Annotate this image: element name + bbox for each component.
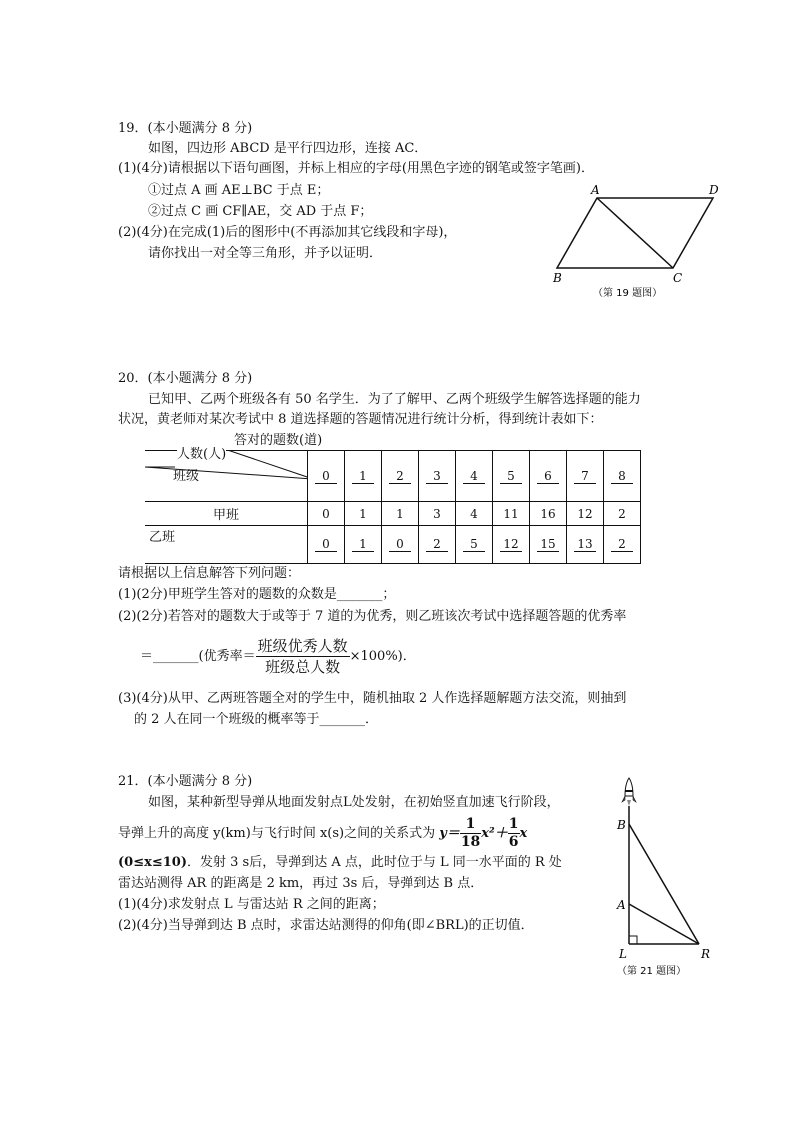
f2-den: 6 (508, 834, 519, 850)
stats-table (145, 447, 641, 564)
q20-prompt: 请根据以上信息解答下列问题： (118, 566, 301, 581)
col-header-5-text: 5 (500, 469, 522, 484)
formula-frac-2 (508, 816, 520, 851)
f1-den: 18 (460, 834, 481, 850)
point-a-label: A (591, 183, 600, 197)
q21-line2-formula (118, 816, 527, 851)
q20-p1-line (118, 586, 395, 604)
jia-cell-8: 2 (604, 502, 641, 526)
table-row-yi (145, 526, 641, 564)
frac-numerator: 班级优秀人数 (257, 637, 348, 655)
f1-num: 1 (460, 816, 481, 834)
q19-part1: (1)(4分)请根据以下语句画图，并标上相应的字母(用黑色字迹的钢笔或签字笔画)． (118, 161, 594, 176)
q21-line3: ．发射 3 s后，导弹到达 A 点，此时位于与 L 同一水平面的 R 处 (186, 855, 562, 870)
col-header-2 (382, 451, 419, 502)
q19-part2b: 请你找出一对全等三角形，并予以证明． (148, 246, 383, 261)
q20-heading: 20．(本小题满分 8 分) (118, 371, 253, 386)
col-header-4 (456, 451, 493, 502)
f1-tail: x²＋ (481, 826, 508, 841)
yi-cell-2 (382, 526, 419, 564)
jia-cell-5: 11 (493, 502, 530, 526)
q21-line4: 雷达站测得 AR 的距离是 2 km，再过 3s 后，导弹到达 B 点． (118, 876, 484, 891)
yi-cell-6 (530, 526, 567, 564)
diagonal-ac (597, 198, 673, 268)
yi-cell-5-text: 12 (500, 537, 522, 552)
col-header-8-text: 8 (611, 469, 633, 484)
line-ar (629, 904, 699, 944)
table-corner-mid: 人数(人) (177, 443, 226, 462)
q21-line2: 导弹上升的高度 y(km)与飞行时间 x(s)之间的关系式为 (118, 826, 436, 841)
row-label-jia: 甲班 (145, 502, 308, 526)
q20-p2-blank: _______ (153, 649, 199, 664)
yi-cell-1 (345, 526, 382, 564)
yi-cell-3-text: 2 (426, 537, 448, 552)
formula-frac-1 (460, 816, 481, 851)
jia-cell-6: 16 (530, 502, 567, 526)
right-angle-mark (629, 936, 637, 944)
jia-cell-7: 12 (567, 502, 604, 526)
col-header-5 (493, 451, 530, 502)
q20-p3b-line (134, 711, 378, 729)
col-header-6-text: 6 (537, 469, 559, 484)
q20-p2-paren: (优秀率＝ (198, 649, 256, 664)
q20-p1-blank: _______ (336, 587, 383, 602)
q20-p1: (1)(2分)甲班学生答对的题数的众数是 (118, 587, 337, 602)
q20-p2-eq: ＝ (140, 649, 154, 664)
table-row-jia (145, 502, 641, 526)
col-header-1-text: 1 (352, 469, 374, 484)
q19-figure-caption: （第 19 题图） (593, 288, 663, 299)
col-header-2-text: 2 (389, 469, 411, 484)
q19-step1: ①过点 A 画 AE⊥BC 于点 E； (148, 183, 330, 198)
jia-cell-0: 0 (308, 502, 345, 526)
yi-cell-8 (604, 526, 641, 564)
point-d-label: D (709, 183, 719, 197)
q20-p3a: (3)(4分)从甲、乙两班答题全对的学生中，随机抽取 2 人作选择题解题方法交流，则抽到 (118, 691, 627, 706)
yi-cell-3 (419, 526, 456, 564)
jia-cell-2: 1 (382, 502, 419, 526)
f2-num: 1 (508, 816, 519, 832)
col-header-7-text: 7 (574, 469, 596, 484)
yi-cell-4 (456, 526, 493, 564)
yi-cell-0-text: 0 (315, 537, 337, 552)
q20-p3b: 的 2 人在同一个班级的概率等于 (134, 712, 320, 727)
yi-cell-7 (567, 526, 604, 564)
q21-figure-caption: （第 21 题图） (617, 966, 687, 977)
yi-cell-4-text: 5 (463, 537, 485, 552)
q20-p3-blank: _______ (319, 712, 366, 727)
q19-step2: ②过点 C 画 CF∥AE，交 AD 于点 F； (148, 204, 373, 219)
col-header-3 (419, 451, 456, 502)
q21-missile-figure (605, 772, 725, 982)
yi-cell-8-text: 2 (611, 537, 633, 552)
q19-intro: 如图，四边形 ABCD 是平行四边形，连接 AC． (148, 141, 428, 156)
col-header-4-text: 4 (463, 469, 485, 484)
point-b-label-21: B (617, 818, 626, 832)
yi-cell-5 (493, 526, 530, 564)
q21-heading: 21．(本小题满分 8 分) (118, 774, 253, 789)
col-header-6 (530, 451, 567, 502)
q21-line1: 如图，某种新型导弹从地面发射点L处发射，在初始竖直加速飞行阶段， (148, 795, 560, 810)
table-corner-left: 班级 (173, 469, 200, 484)
row-label-yi-text: 乙班 (149, 530, 176, 545)
yi-cell-2-text: 0 (389, 537, 411, 552)
f2-tail: x (519, 826, 528, 841)
yi-cell-0 (308, 526, 345, 564)
q21-part2: (2)(4分)当导弹到达 B 点时，求雷达站测得的仰角(即∠BRL)的正切值． (118, 918, 534, 933)
yi-cell-7-text: 13 (574, 537, 596, 552)
jia-cell-3: 3 (419, 502, 456, 526)
q20-p1-end: ； (382, 587, 396, 602)
point-l-label-21: L (619, 947, 627, 961)
jia-cell-1: 1 (345, 502, 382, 526)
q19-part2a: (2)(4分)在完成(1)后的图形中(不再添加其它线段和字母)， (118, 225, 457, 240)
rocket-icon (622, 778, 636, 806)
point-c-label: C (673, 271, 683, 285)
yi-cell-1-text: 1 (352, 537, 374, 552)
col-header-8 (604, 451, 641, 502)
point-b-label: B (553, 271, 562, 285)
q20-p2: (2)(2分)若答对的题数大于或等于 7 道的为优秀，则乙班该次考试中选择题答题的优秀率 (118, 609, 627, 624)
q19-heading: 19．(本小题满分 8 分) (118, 121, 253, 136)
col-header-0-text: 0 (315, 469, 337, 484)
table-header-row (145, 451, 641, 502)
q20-intro2: 状况，黄老师对某次考试中 8 道选择题的答题情况进行统计分析，得到统计表如下： (118, 412, 603, 427)
row-label-yi (145, 526, 308, 564)
point-a-label-21: A (617, 898, 626, 912)
table-corner-cell (145, 447, 308, 502)
col-header-0 (308, 451, 345, 502)
yi-cell-6-text: 15 (537, 537, 559, 552)
q21-domain: (0≤x≤10) (118, 855, 187, 870)
q20-p3-end: ． (365, 712, 379, 727)
q21-part1: (1)(4分)求发射点 L 与雷达站 R 之间的距离； (118, 897, 385, 912)
q19-parallelogram-figure (545, 180, 735, 305)
col-header-7 (567, 451, 604, 502)
jia-cell-4: 4 (456, 502, 493, 526)
point-r-label-21: R (701, 947, 711, 961)
col-header-3-text: 3 (426, 469, 448, 484)
q20-p2-tail: ×100%)． (349, 649, 416, 664)
frac-denominator: 班级总人数 (265, 658, 341, 676)
table-corner-top: 答对的题数(道) (234, 433, 323, 448)
col-header-1 (345, 451, 382, 502)
q20-p2-formula-line (140, 636, 416, 677)
q20-intro1: 已知甲、乙两个班级各有 50 名学生．为了了解甲、乙两个班级学生解答选择题的能力 (148, 392, 641, 407)
formula-y: y＝ (439, 826, 460, 841)
line-br (629, 824, 699, 944)
excellence-fraction (256, 636, 350, 677)
q21-line3-wrap (118, 854, 562, 872)
